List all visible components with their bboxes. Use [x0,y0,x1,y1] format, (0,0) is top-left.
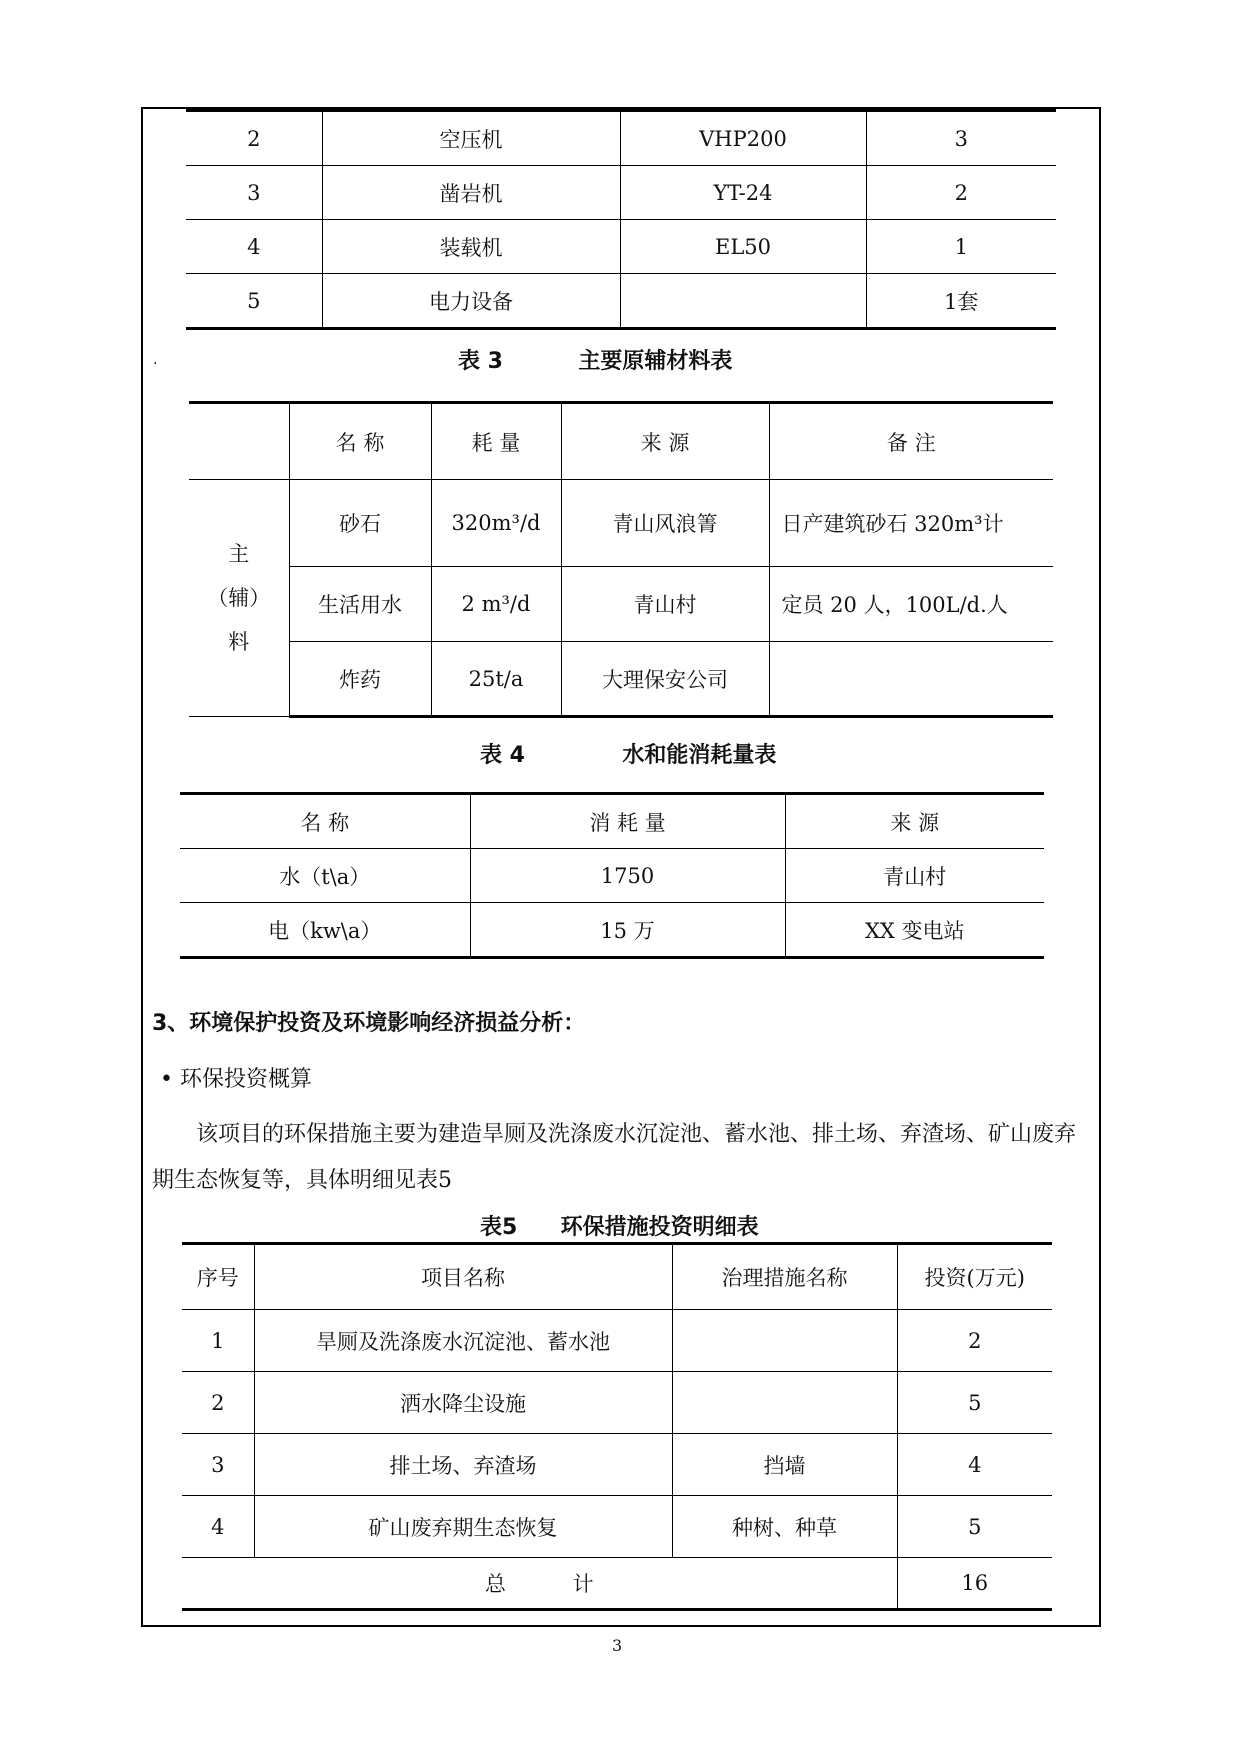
table5-caption-number: 表5 [480,1215,518,1240]
table-row [186,166,1056,220]
paragraph-text: 该项目的环保措施主要为建造旱厕及洗涤废水沉淀池、蓄水池、排土场、弃渣场、矿山废弃期生态恢复等，具体明细见表5 [152,1122,1077,1193]
table-cell: 青山村 [785,849,1044,903]
table-cell: EL50 [620,220,866,274]
table-cell: YT-24 [620,166,866,220]
table-total-row [182,1558,1052,1610]
group-label-cell [189,480,289,717]
table-cell: XX 变电站 [785,903,1044,958]
header-cell: 序号 [182,1244,254,1310]
page-number: 3 [612,1636,623,1655]
table-cell [769,642,1053,717]
table-cell: 旱厕及洗涤废水沉淀池、蓄水池 [254,1310,672,1372]
body-paragraph [152,1112,1092,1204]
table-cell: 5 [897,1372,1052,1434]
table-cell: 4 [182,1496,254,1558]
table-cell: 2 m³/d [431,567,561,642]
table-row [189,567,1053,642]
table5-caption-title: 环保措施投资明细表 [560,1215,759,1240]
table-cell: 3 [866,111,1056,166]
table-cell: 2 [182,1372,254,1434]
table-cell: 空压机 [322,111,620,166]
table4-caption [480,738,776,769]
table-cell [672,1310,897,1372]
header-cell: 消 耗 量 [470,794,785,849]
table-row [186,274,1056,329]
table-cell: 定员 20 人，100L/d.人 [769,567,1053,642]
table5-caption [480,1210,759,1241]
table3-caption-title: 主要原辅材料表 [578,349,733,374]
table-cell: 种树、种草 [672,1496,897,1558]
table-cell: 水（t\a） [180,849,470,903]
header-cell: 名 称 [289,403,431,480]
table-cell: 青山村 [561,567,769,642]
table-cell: 5 [186,274,322,329]
table-cell: 5 [897,1496,1052,1558]
table-cell: 电（kw\a） [180,903,470,958]
table-cell [620,274,866,329]
table-cell: 1750 [470,849,785,903]
table-cell: 2 [866,166,1056,220]
table-row [182,1434,1052,1496]
table-cell: VHP200 [620,111,866,166]
equipment-table [186,109,1056,330]
table-cell: 1 [182,1310,254,1372]
group-label-line: （辅） [207,586,271,610]
table-row [186,111,1056,166]
header-cell: 项目名称 [254,1244,672,1310]
table-cell: 4 [897,1434,1052,1496]
table-cell: 1套 [866,274,1056,329]
table-cell: 生活用水 [289,567,431,642]
bullet-item: • 环保投资概算 [160,1067,312,1092]
table-header-row [189,403,1053,480]
table-cell: 320m³/d [431,480,561,567]
table-header-row [182,1244,1052,1310]
materials-table [189,401,1053,718]
table-cell [672,1372,897,1434]
section-heading: 3、环境保护投资及环境影响经济损益分析： [152,1011,586,1036]
table-cell: 挡墙 [672,1434,897,1496]
table-row [189,480,1053,567]
table-cell: 4 [186,220,322,274]
table-cell: 日产建筑砂石 320m³计 [769,480,1053,567]
group-label-line: 主 [228,542,250,566]
table-cell: 砂石 [289,480,431,567]
table-cell: 矿山废弃期生态恢复 [254,1496,672,1558]
table3-caption [458,344,732,375]
table-cell: 装载机 [322,220,620,274]
table-cell: 洒水降尘设施 [254,1372,672,1434]
table-header-row [180,794,1044,849]
stray-dot: . [153,352,158,368]
group-label-line: 料 [228,630,250,654]
table-row [182,1310,1052,1372]
header-cell: 耗 量 [431,403,561,480]
table-cell: 2 [897,1310,1052,1372]
table-cell: 排土场、弃渣场 [254,1434,672,1496]
table-row [186,220,1056,274]
table-cell: 电力设备 [322,274,620,329]
table-cell: 3 [186,166,322,220]
total-label-cell: 总 计 [182,1558,897,1610]
table-row [180,903,1044,958]
table-row [182,1372,1052,1434]
header-cell: 来 源 [561,403,769,480]
header-cell: 投资(万元) [897,1244,1052,1310]
table4-caption-number: 表 4 [480,743,525,768]
table-cell: 25t/a [431,642,561,717]
investment-table [182,1242,1052,1611]
table4-caption-title: 水和能消耗量表 [622,743,777,768]
table-cell: 15 万 [470,903,785,958]
table3-caption-number: 表 3 [458,349,503,374]
table-cell: 3 [182,1434,254,1496]
table-cell: 大理保安公司 [561,642,769,717]
table-cell: 炸药 [289,642,431,717]
header-cell: 来 源 [785,794,1044,849]
table-row [182,1496,1052,1558]
header-cell: 名 称 [180,794,470,849]
header-cell: 备 注 [769,403,1053,480]
header-cell [189,403,289,480]
table-row [180,849,1044,903]
water-energy-table [180,792,1044,959]
total-value-cell: 16 [897,1558,1052,1610]
table-cell: 2 [186,111,322,166]
table-cell: 1 [866,220,1056,274]
table-cell: 青山风浪箐 [561,480,769,567]
header-cell: 治理措施名称 [672,1244,897,1310]
table-cell: 凿岩机 [322,166,620,220]
table-row [189,642,1053,717]
